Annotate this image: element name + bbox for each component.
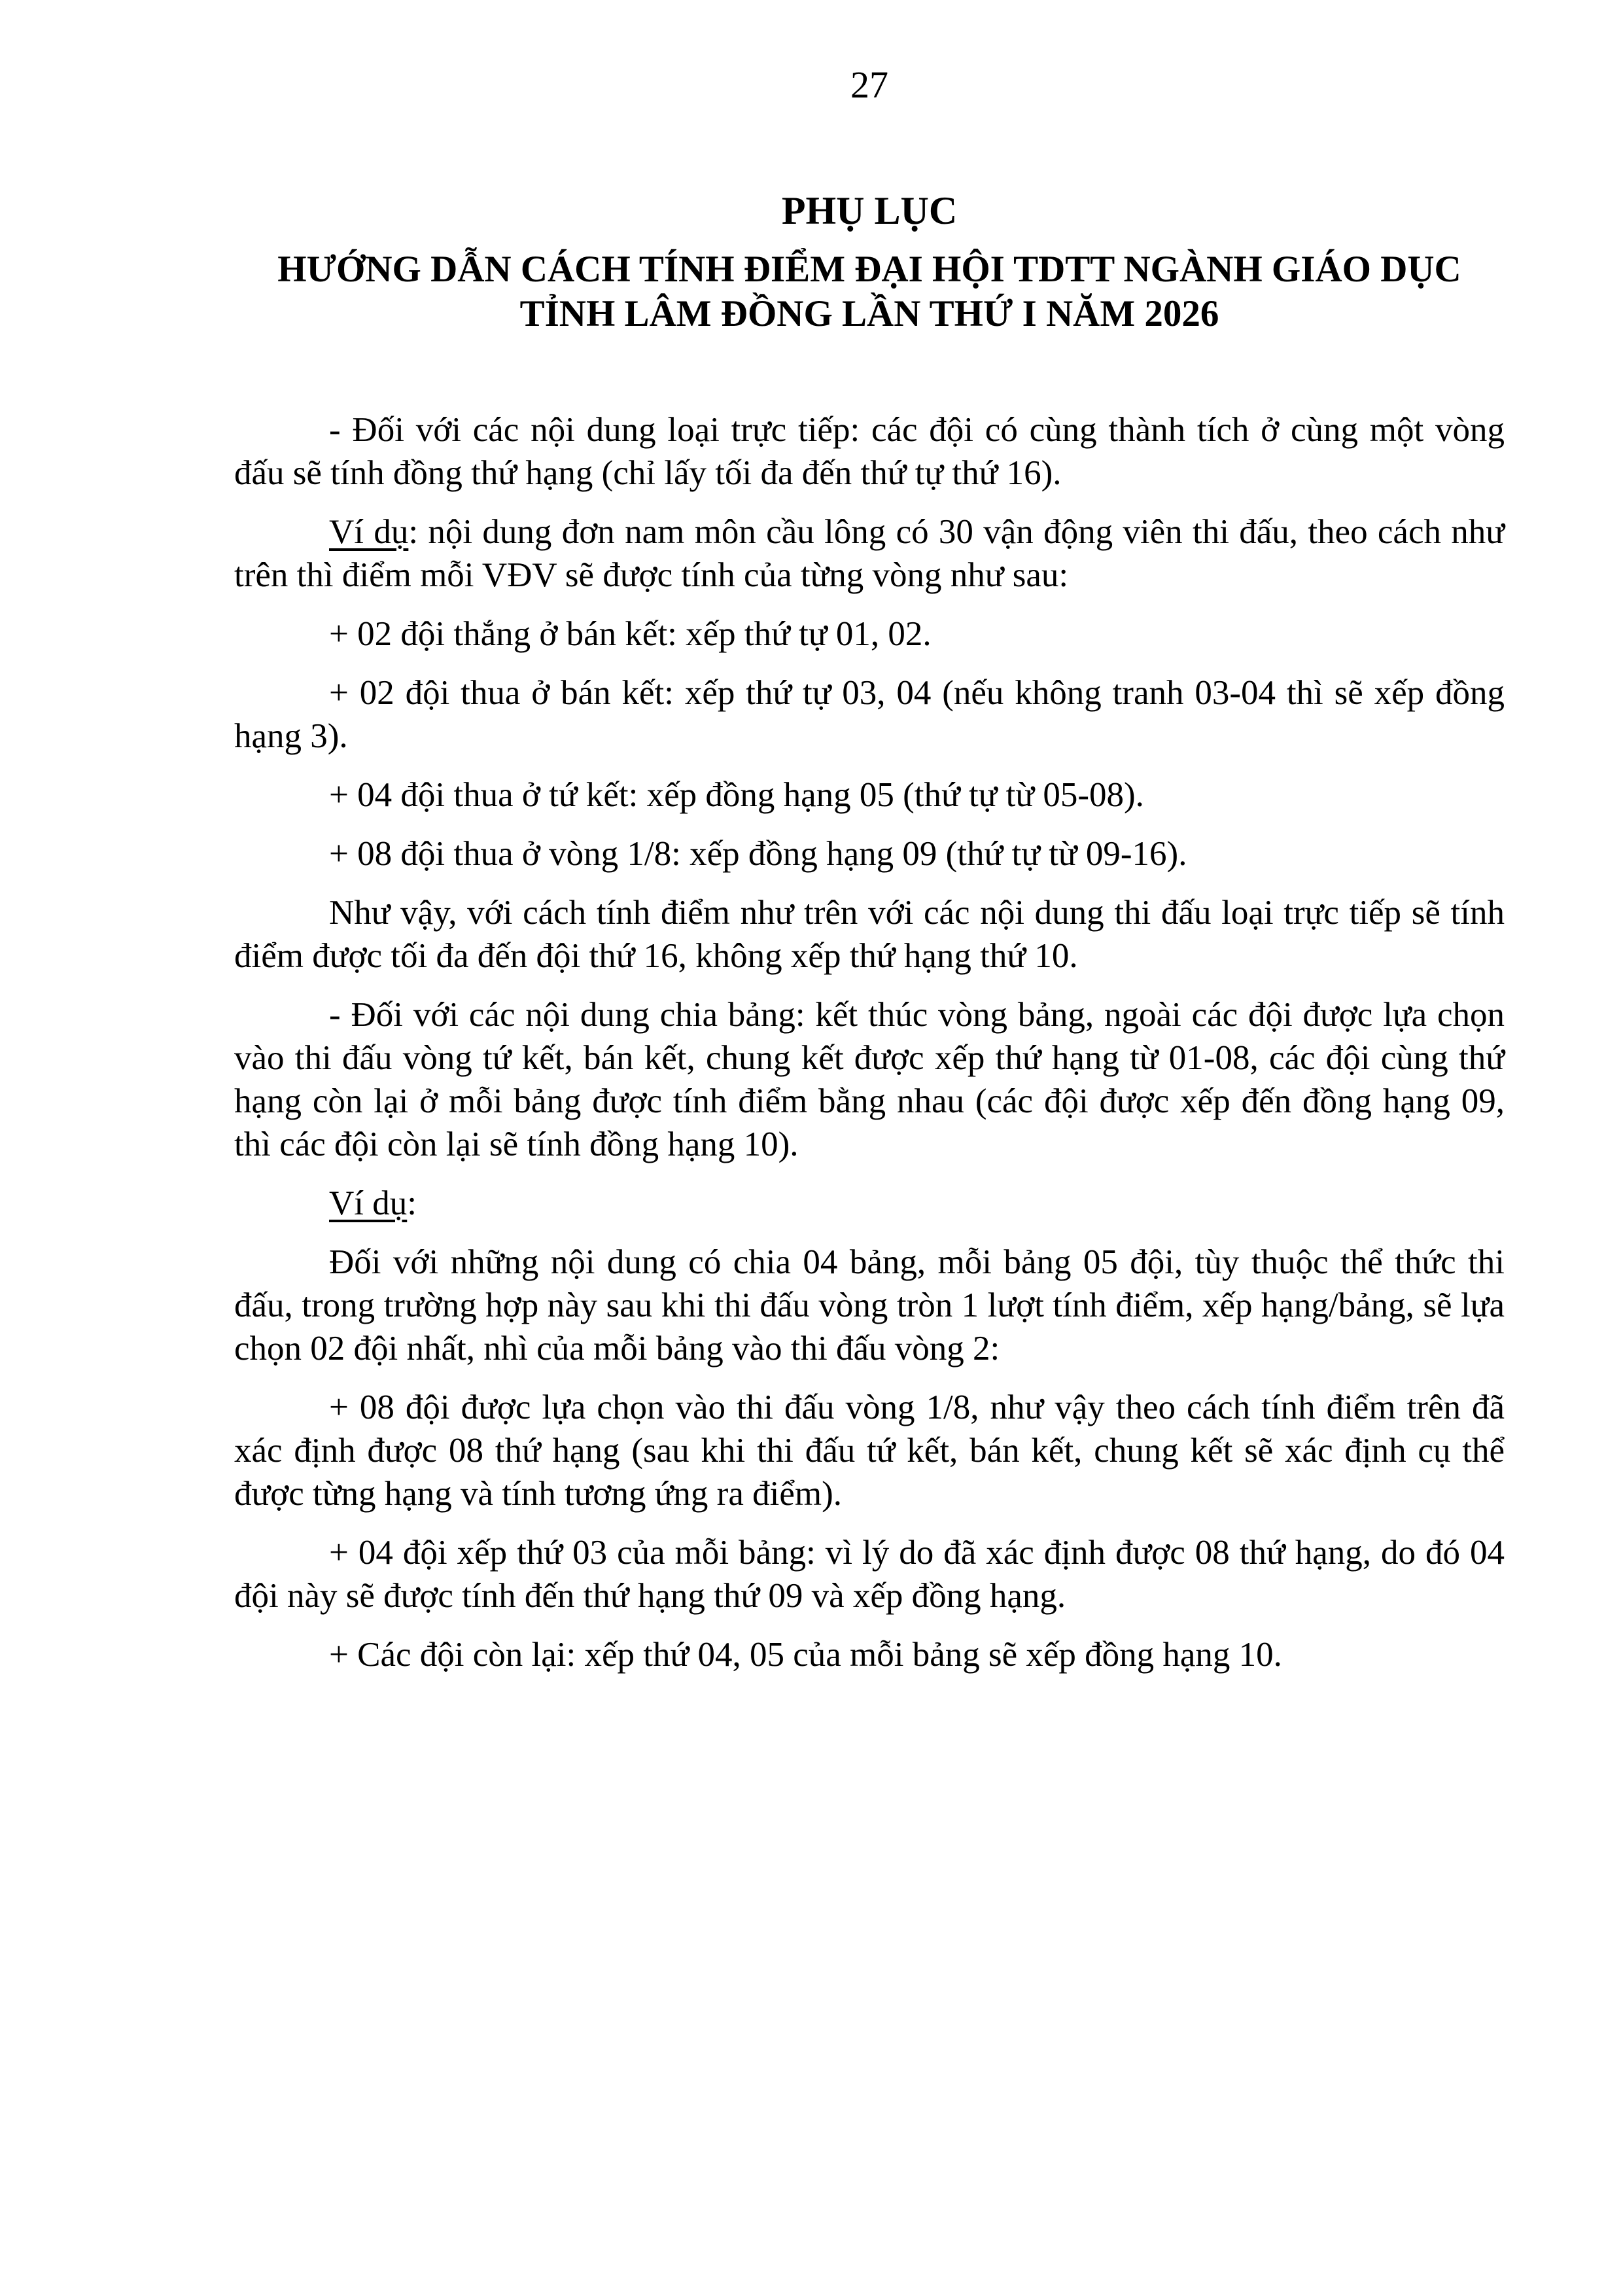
paragraphs [234, 408, 1505, 1676]
paragraph: + 02 đội thắng ở bán kết: xếp thứ tự 01, 02. [329, 615, 932, 653]
paragraph: Đối với những nội dung có chia 04 bảng, mỗi bảng 05 đội, tùy thuộc thể thức thi đấu, trong trường hợp này sau khi thi đấu vòng tròn 1 lượt tính điểm, xếp hạng/bảng, sẽ lựa chọn 02 đội nhất, nhì của mỗi bảng vào thi đấu vòng 2: [234, 1243, 1505, 1368]
paragraph: Ví dụ: nội dung đơn nam môn cầu lông có 30 vận động viên thi đấu, theo cách như trên thì điểm mỗi VĐV sẽ được tính của từng vòng như sau: [234, 513, 1505, 594]
paragraph: + Các đội còn lại: xếp thứ 04, 05 của mỗi bảng sẽ xếp đồng hạng 10. [329, 1636, 1282, 1674]
paragraph: + 04 đội xếp thứ 03 của mỗi bảng: vì lý do đã xác định được 08 thứ hạng, do đó 04 đội này sẽ được tính đến thứ hạng thứ 09 và xếp đồng hạng. [234, 1534, 1505, 1615]
paragraph: + 08 đội được lựa chọn vào thi đấu vòng 1/8, như vậy theo cách tính điểm trên đã xác định được 08 thứ hạng (sau khi thi đấu tứ kết, bán kết, chung kết sẽ xác định cụ thể được từng hạng và tính tương ứng ra điểm). [234, 1388, 1505, 1513]
paragraph: Như vậy, với cách tính điểm như trên với các nội dung thi đấu loại trực tiếp sẽ tính điểm được tối đa đến đội thứ 16, không xếp thứ hạng thứ 10. [234, 894, 1505, 975]
document-heading [234, 247, 1505, 336]
paragraph: + 02 đội thua ở bán kết: xếp thứ tự 03, 04 (nếu không tranh 03-04 thì sẽ xếp đồng hạng 3). [234, 674, 1505, 755]
paragraph: + 08 đội thua ở vòng 1/8: xếp đồng hạng 09 (thứ tự từ 09-16). [329, 835, 1187, 873]
underlined-lead: Ví dụ [329, 1184, 408, 1222]
heading-line-1: HƯỚNG DẪN CÁCH TÍNH ĐIỂM ĐẠI HỘI TDTT NGÀNH GIÁO DỤC [277, 249, 1461, 290]
heading-line-2: TỈNH LÂM ĐỒNG LẦN THỨ I NĂM 2026 [519, 293, 1219, 334]
underlined-lead: Ví dụ [329, 513, 409, 551]
paragraph: Ví dụ: [329, 1184, 417, 1222]
page-number: 27 [850, 63, 888, 106]
paragraph: - Đối với các nội dung chia bảng: kết thúc vòng bảng, ngoài các đội được lựa chọn vào thi đấu vòng tứ kết, bán kết, chung kết được xếp thứ hạng từ 01-08, các đội cùng thứ hạng còn lại ở mỗi bảng được tính điểm bằng nhau (các đội được xếp đến đồng hạng 09, thì các đội còn lại sẽ tính đồng hạng 10). [234, 996, 1505, 1163]
paragraph: - Đối với các nội dung loại trực tiếp: các đội có cùng thành tích ở cùng một vòng đấu sẽ tính đồng thứ hạng (chỉ lấy tối đa đến thứ tự thứ 16). [234, 411, 1505, 492]
page-title: PHỤ LỤC [781, 189, 958, 232]
paragraph: + 04 đội thua ở tứ kết: xếp đồng hạng 05 (thứ tự từ 05-08). [329, 776, 1144, 814]
